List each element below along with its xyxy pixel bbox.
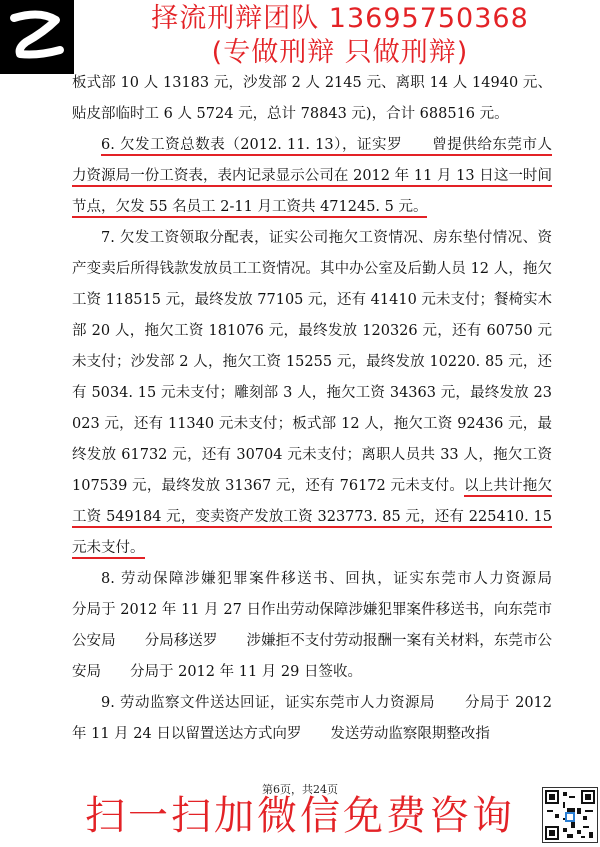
highlighted-text: 6. 欠发工资总数表（2012. 11. 13），证实罗 曾提供给东莞市人力资源局一份工资表，表内记录显示公司在 2012 年 11 月 13 日这一时间节点，欠发 55 名员工 2-11 月工资共 471245. 5 元。 — [72, 137, 552, 218]
z-logo-icon — [0, 0, 74, 74]
banner-title-line: 择流刑辩团队 13695750368 — [151, 3, 529, 34]
paragraph-item-7 — [72, 223, 552, 564]
paragraph-item-6 — [72, 130, 552, 223]
wechat-consult-banner: 扫一扫加微信免费咨询 — [85, 793, 515, 839]
paragraph-text: 7. 欠发工资领取分配表，证实公司拖欠工资情况、房东垫付情况、资产变卖后所得钱款发放员工工资情况。其中办公室及后勤人员 12 人，拖欠工资 118515 元，最终发放 77105 元，还有 41410 元未支付；餐椅实木部 20 人，拖欠工资 181076 元，最终发放 120326 元，还有 60750 元未支付；沙发部 2 人，拖欠工资 15255 元，最终发放 10220. 85 元，还有 5034. 15 元未支付；雕刻部 3 人，拖欠工资 34363 元，最终发放 23023 元，还有 11340 元未支付；板式部 12 人，拖欠工资 92436 元，最终发放 61732 元，还有 30704 元未支付；离职人员共 33 人，拖欠工资 107539 元，最终发放 31367 元，还有 76172 元未支付。 — [72, 230, 552, 494]
document-body — [72, 68, 581, 750]
highlighted-text: 以上共计拖欠工资 549184 元，变卖资产发放工资 323773. 85 元，还有 225410. 15 元未支付。 — [72, 478, 552, 559]
banner-subtitle-line: (专做刑辩 只做刑辩) — [211, 37, 469, 68]
paragraph-item-8: 8. 劳动保障涉嫌犯罪案件移送书、回执，证实东莞市人力资源局 分局于 2012 年 11 月 27 日作出劳动保障涉嫌犯罪案件移送书，向东莞市公安局 分局移送罗 涉嫌拒不支付劳动报酬一案有关材料，东莞市公安局 分局于 2012 年 11 月 29 日签收。 — [72, 571, 581, 680]
contact-banner — [80, 2, 600, 70]
qr-code-icon[interactable] — [542, 787, 598, 843]
paragraph-totals: 板式部 10 人 13183 元，沙发部 2 人 2145 元、离职 14 人 14940 元、贴皮部临时工 6 人 5724 元，总计 78843 元)，合计 688516 元。 — [72, 75, 552, 122]
paragraph-item-9: 9. 劳动监察文件送达回证，证实东莞市人力资源局 分局于 2012 年 11 月 24 日以留置送达方式向罗 发送劳动监察限期整改指 — [72, 695, 552, 742]
page-number: 第6页，共24页 — [262, 783, 338, 796]
